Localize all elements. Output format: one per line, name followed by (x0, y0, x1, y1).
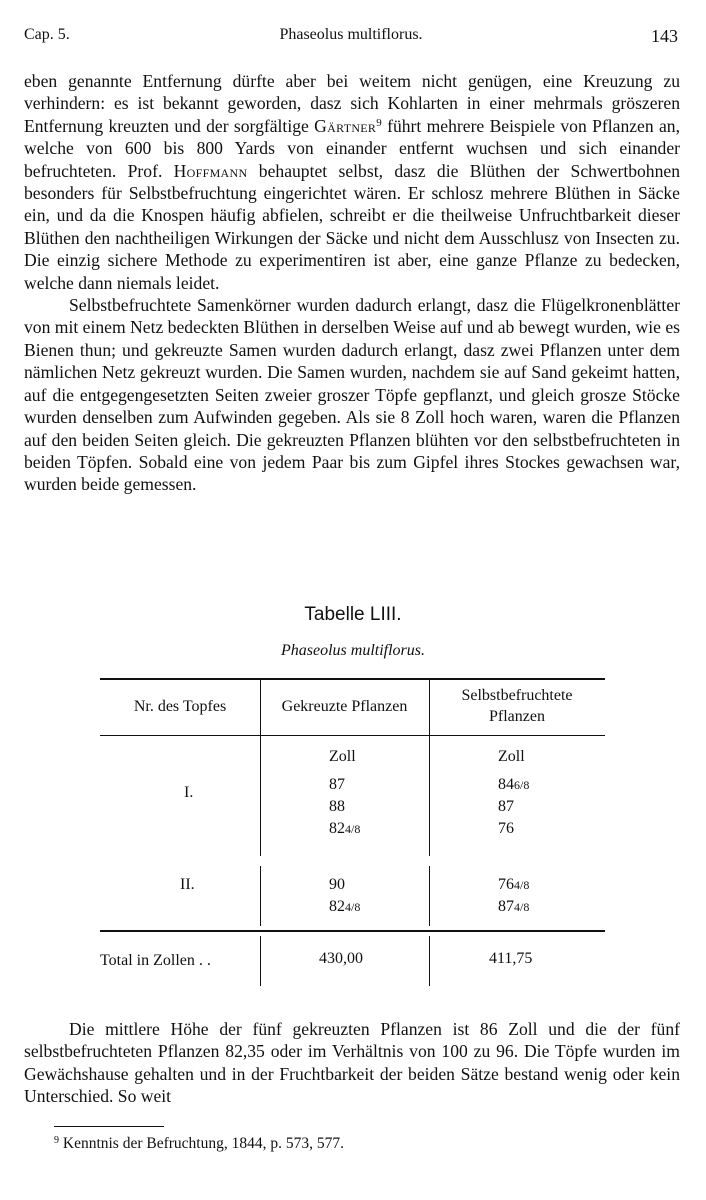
pot-label: II. (180, 876, 195, 893)
body-text (24, 70, 680, 496)
body-text-continued (24, 1018, 680, 1108)
table-total-rule (100, 930, 605, 932)
total-crossed: 430,00 (319, 950, 363, 967)
footnote (54, 1135, 344, 1153)
unit-self: Zoll (498, 748, 525, 765)
header-crossed: Gekreuzte Pflanzen (281, 698, 408, 715)
total-self: 411,75 (489, 950, 533, 967)
table-subtitle: Phaseolus multiflorus. (280, 642, 425, 659)
table-title: Tabelle LIII. (304, 604, 402, 625)
col-divider (429, 936, 430, 986)
running-title: Phaseolus multiflorus. (279, 26, 423, 43)
footnote-ref: 9 (376, 116, 382, 129)
header-pot: Nr. des Topfes (133, 698, 227, 715)
crossed-values-pot-2: 90 824/8 (329, 876, 361, 915)
self-values-pot-2: 764/8 874/8 (498, 876, 530, 915)
col-divider (260, 936, 261, 986)
running-header (24, 26, 678, 48)
total-label: Total in Zollen . . (100, 952, 211, 969)
author-gaertner: Gärtner (314, 115, 377, 136)
col-divider (429, 866, 430, 926)
paragraph-2: Selbstbefruchtete Samenkörner wurden dadurch erlangt, dasz die Flügelkronenblätter von mit einem Netz bedeckten Blüthen in derselben Weise auf und ab bewegt wurden, wie es Bienen thun; und gekreuzte Samen wurden dadurch erlangt, dasz zwei Pflanzen unter dem nämlichen Netz gekreuzt wurden. Die Samen wurden, nachdem sie auf Sand gekeimt hatten, auf die entgegengesetzten Seiten zweier groszer Töpfe gepflanzt, und gleich grosze Stöcke wurden denselben zum Aufwinden gegeben. Als sie 8 Zoll hoch waren, waren die Pflanzen auf den beiden Seiten gleich. Die gekreuzten Pflanzen blühten vor den selbstbefruchteten in beiden Töpfen. Sobald eine von jedem Paar bis zum Gipfel ihres Stockes gewachsen war, wurden beide gemessen. (24, 295, 680, 495)
footnote-rule (54, 1126, 164, 1127)
table-header-rule (100, 735, 605, 736)
chapter-label: Cap. 5. (24, 26, 70, 43)
crossed-values-pot-1: 87 88 824/8 (329, 776, 361, 837)
footnote-text: Kenntnis der Befruchtung, 1844, p. 573, 577. (59, 1135, 344, 1152)
author-hoffmann: Hoffmann (173, 160, 248, 181)
col-divider (260, 736, 261, 856)
paragraph-1: eben genannte Entfernung dürfte aber bei weitem nicht genügen, eine Kreuzung zu verhindern: es ist bekannt geworden, dasz sich Kohlarten in einer mehrmals gröszeren Entfernung kreuzten und der sorgfältige Gärtner$^9$ führt mehrere Beispiele von Pflanzen an, welche von 600 bis 800 Yards von einander entfernt wuchsen und sich einander befruchteten. Prof. Hoffmann behauptet selbst, dasz die Blüthen der Schwertbohnen besonders für Selbstbefruchtung eingerichtet wären. Er schlosz mehrere Blüthen in Säcke ein, und da die Knospen häufig abfielen, schreibt er die theilweise Unfruchtbarkeit dieser Blüthen den nachtheiligen Wirkungen der Säcke und nicht dem Ausschlusz von Insecten zu. Die einzig sichere Methode zu experimentiren ist aber, eine ganze Pflanze zu bedecken, welche dann niemals leidet. (24, 71, 681, 293)
self-values-pot-1: 846/8 87 76 (498, 776, 530, 837)
footnote-marker: 9 (54, 1135, 59, 1146)
table-top-rule (100, 678, 605, 680)
header-self: Selbstbefruchtete Pflanzen (461, 687, 573, 725)
pot-label: I. (184, 784, 194, 801)
col-divider (429, 736, 430, 856)
paragraph-3: Die mittlere Höhe der fünf gekreuzten Pflanzen ist 86 Zoll und die der fünf selbstbefruchteten Pflanzen 82,35 oder im Verhältnis von 100 zu 96. Die Töpfe wurden im Gewächshause gehalten und in der Fruchtbarkeit der beiden Sätze bestand wenig oder kein Unterschied. So weit (24, 1019, 680, 1107)
page-number: 143 (651, 26, 678, 46)
data-table (100, 678, 605, 990)
unit-crossed: Zoll (329, 748, 356, 765)
col-divider (260, 866, 261, 926)
